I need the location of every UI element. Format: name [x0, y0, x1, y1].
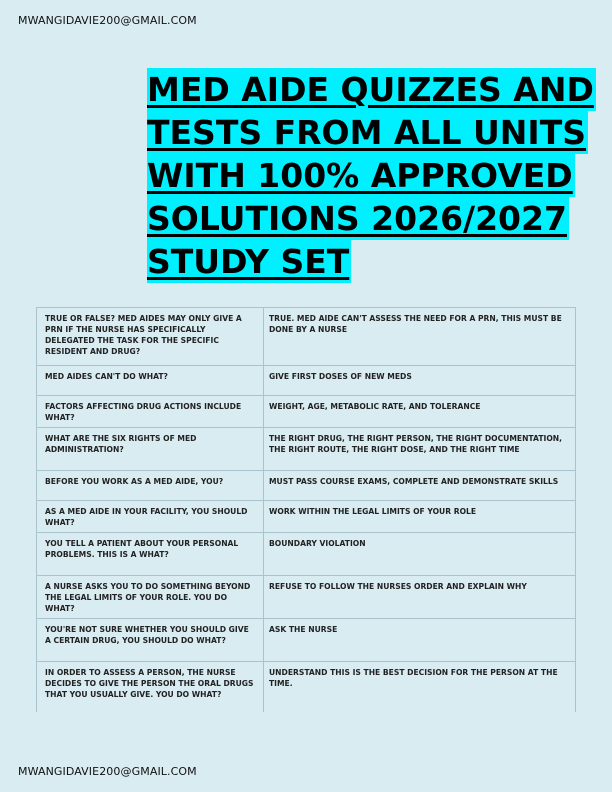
answer-cell: UNDERSTAND THIS IS THE BEST DECISION FOR THE PERSON AT THE TIME. — [264, 662, 576, 712]
table-row — [37, 501, 576, 533]
question-cell: MED AIDES CAN'T DO WHAT? — [37, 366, 264, 396]
question-cell: TRUE OR FALSE? MED AIDES MAY ONLY GIVE A PRN IF THE NURSE HAS SPECIFICALLY DELEGATED THE TASK FOR THE SPECIFIC RESIDENT AND DRUG? — [37, 308, 264, 366]
footer-email: MWANGIDAVIE200@GMAIL.COM — [18, 765, 197, 778]
title-line-2: TESTS FROM ALL UNITS — [147, 113, 586, 152]
question-cell: BEFORE YOU WORK AS A MED AIDE, YOU? — [37, 471, 264, 501]
answer-cell: ASK THE NURSE — [264, 619, 576, 662]
table-row — [37, 662, 576, 712]
table-row — [37, 308, 576, 366]
answer-cell: WORK WITHIN THE LEGAL LIMITS OF YOUR ROLE — [264, 501, 576, 533]
title-line-5: STUDY SET — [147, 242, 350, 281]
question-cell: AS A MED AIDE IN YOUR FACILITY, YOU SHOULD WHAT? — [37, 501, 264, 533]
answer-cell: THE RIGHT DRUG, THE RIGHT PERSON, THE RIGHT DOCUMENTATION, THE RIGHT ROUTE, THE RIGHT DOSE, AND THE RIGHT TIME — [264, 428, 576, 471]
question-cell: YOU TELL A PATIENT ABOUT YOUR PERSONAL PROBLEMS. THIS IS A WHAT? — [37, 533, 264, 576]
answer-cell: TRUE. MED AIDE CAN'T ASSESS THE NEED FOR A PRN, THIS MUST BE DONE BY A NURSE — [264, 308, 576, 366]
answer-cell: GIVE FIRST DOSES OF NEW MEDS — [264, 366, 576, 396]
answer-cell: BOUNDARY VIOLATION — [264, 533, 576, 576]
title-line-1: MED AIDE QUIZZES AND — [147, 70, 594, 109]
table-row — [37, 619, 576, 662]
question-cell: A NURSE ASKS YOU TO DO SOMETHING BEYOND THE LEGAL LIMITS OF YOUR ROLE. YOU DO WHAT? — [37, 576, 264, 619]
answer-cell: MUST PASS COURSE EXAMS, COMPLETE AND DEMONSTRATE SKILLS — [264, 471, 576, 501]
table-row — [37, 428, 576, 471]
document-title — [147, 68, 594, 283]
question-cell: IN ORDER TO ASSESS A PERSON, THE NURSE DECIDES TO GIVE THE PERSON THE ORAL DRUGS THAT YOU USUALLY GIVE. YOU DO WHAT? — [37, 662, 264, 712]
title-line-4: SOLUTIONS 2026/2027 — [147, 199, 567, 238]
table-row — [37, 396, 576, 428]
table-row — [37, 366, 576, 396]
question-cell: FACTORS AFFECTING DRUG ACTIONS INCLUDE WHAT? — [37, 396, 264, 428]
answer-cell: REFUSE TO FOLLOW THE NURSES ORDER AND EXPLAIN WHY — [264, 576, 576, 619]
table-row — [37, 576, 576, 619]
answer-cell: WEIGHT, AGE, METABOLIC RATE, AND TOLERANCE — [264, 396, 576, 428]
question-cell: YOU'RE NOT SURE WHETHER YOU SHOULD GIVE A CERTAIN DRUG, YOU SHOULD DO WHAT? — [37, 619, 264, 662]
table-row — [37, 471, 576, 501]
qa-table — [36, 307, 576, 712]
question-cell: WHAT ARE THE SIX RIGHTS OF MED ADMINISTRATION? — [37, 428, 264, 471]
header-email: MWANGIDAVIE200@GMAIL.COM — [18, 14, 197, 27]
title-line-3: WITH 100% APPROVED — [147, 156, 573, 195]
table-row — [37, 533, 576, 576]
